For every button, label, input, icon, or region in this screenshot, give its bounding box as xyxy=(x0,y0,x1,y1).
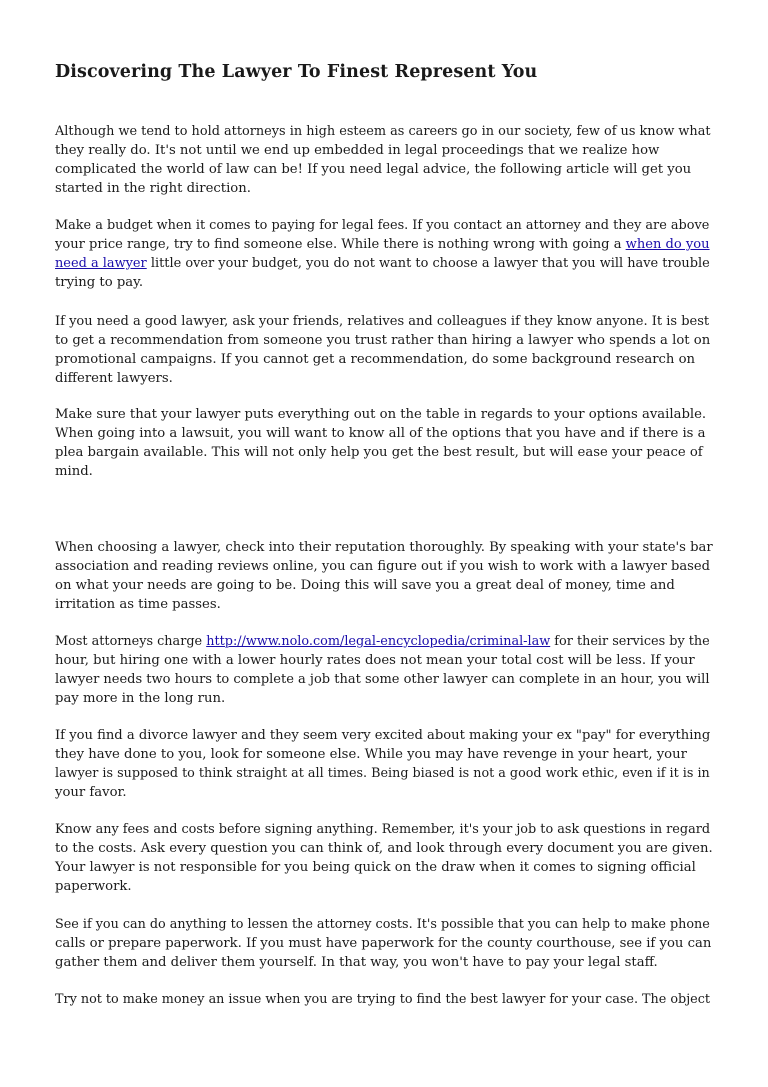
paragraph-divorce xyxy=(55,726,713,802)
text-line: promotional campaigns. If you cannot get a recommendation, do some background research on xyxy=(55,352,696,367)
text-line: hour, but hiring one with a lower hourly rates does not mean your total cost will be less. If your xyxy=(55,653,695,668)
paragraph-intro xyxy=(55,122,713,198)
text-line: they have done to you, look for someone else. While you may have revenge in your heart, your xyxy=(55,747,687,762)
text-line: pay more in the long run. xyxy=(55,691,226,706)
text-line: If you find a divorce lawyer and they seem very excited about making your ex "pay" for everything xyxy=(55,728,711,743)
paragraph-money xyxy=(55,990,713,1009)
text-line: started in the right direction. xyxy=(55,181,251,196)
text-line xyxy=(55,235,713,254)
page-title: Discovering The Lawyer To Finest Represent You xyxy=(55,62,538,82)
paragraph-reputation xyxy=(55,538,713,614)
text-line: Make sure that your lawyer puts everything out on the table in regards to your options available. xyxy=(55,407,707,422)
text-line: to get a recommendation from someone you trust rather than hiring a lawyer who spends a lot on xyxy=(55,333,711,348)
text-line: When going into a lawsuit, you will want to know all of the options that you have and if there is a xyxy=(55,426,706,441)
text-segment: for their services by the xyxy=(550,634,710,649)
paragraph-budget xyxy=(55,216,713,292)
text-line: paperwork. xyxy=(55,879,132,894)
when-do-you-need-a-lawyer-link[interactable]: when do you xyxy=(625,237,710,252)
text-line: on what your needs are going to be. Doing this will save you a great deal of money, time and xyxy=(55,578,675,593)
text-line: gather them and deliver them yourself. In that way, you won't have to pay your legal staff. xyxy=(55,955,658,970)
paragraph-hourly-rates xyxy=(55,632,713,708)
text-line: your favor. xyxy=(55,785,127,800)
text-line: trying to pay. xyxy=(55,275,144,290)
text-line: Try not to make money an issue when you are trying to find the best lawyer for your case. The object xyxy=(55,992,710,1007)
text-line: association and reading reviews online, you can figure out if you wish to work with a lawyer based xyxy=(55,559,711,574)
text-line: If you need a good lawyer, ask your friends, relatives and colleagues if they know anyone. It is best xyxy=(55,314,710,329)
text-segment: little over your budget, you do not want to choose a lawyer that you will have trouble xyxy=(146,256,710,271)
text-line: See if you can do anything to lessen the attorney costs. It's possible that you can help to make phone xyxy=(55,917,710,932)
text-line: plea bargain available. This will not only help you get the best result, but will ease your peace of xyxy=(55,445,703,460)
text-line: irritation as time passes. xyxy=(55,597,221,612)
paragraph-referrals xyxy=(55,312,713,388)
text-line: lawyer is supposed to think straight at all times. Being biased is not a good work ethic, even if it is in xyxy=(55,766,710,781)
text-line xyxy=(55,254,713,273)
text-line xyxy=(55,632,713,651)
text-line: When choosing a lawyer, check into their reputation thoroughly. By speaking with your state's bar xyxy=(55,540,713,555)
text-line: different lawyers. xyxy=(55,371,173,386)
text-line: lawyer needs two hours to complete a job that some other lawyer can complete in an hour, you will xyxy=(55,672,710,687)
paragraph-options xyxy=(55,405,713,481)
when-do-you-need-a-lawyer-link-continued[interactable]: need a lawyer xyxy=(55,256,147,271)
text-line: Know any fees and costs before signing anything. Remember, it's your job to ask questions in regard xyxy=(55,822,711,837)
paragraph-fees xyxy=(55,820,713,896)
text-line: mind. xyxy=(55,464,93,479)
text-line: Although we tend to hold attorneys in high esteem as careers go in our society, few of us know what xyxy=(55,124,711,139)
text-line: calls or prepare paperwork. If you must have paperwork for the county courthouse, see if you can xyxy=(55,936,712,951)
text-line: to the costs. Ask every question you can think of, and look through every document you are given. xyxy=(55,841,713,856)
text-line: complicated the world of law can be! If you need legal advice, the following article will get you xyxy=(55,162,692,177)
paragraph-costs xyxy=(55,915,713,972)
text-line: they really do. It's not until we end up embedded in legal proceedings that we realize how xyxy=(55,143,660,158)
text-segment: your price range, try to find someone else. While there is nothing wrong with going a xyxy=(55,237,626,252)
nolo-criminal-law-link[interactable]: http://www.nolo.com/legal-encyclopedia/criminal-law xyxy=(206,634,551,649)
text-line: Your lawyer is not responsible for you being quick on the draw when it comes to signing official xyxy=(55,860,696,875)
text-line: Make a budget when it comes to paying for legal fees. If you contact an attorney and they are above xyxy=(55,218,710,233)
text-segment: Most attorneys charge xyxy=(55,634,207,649)
